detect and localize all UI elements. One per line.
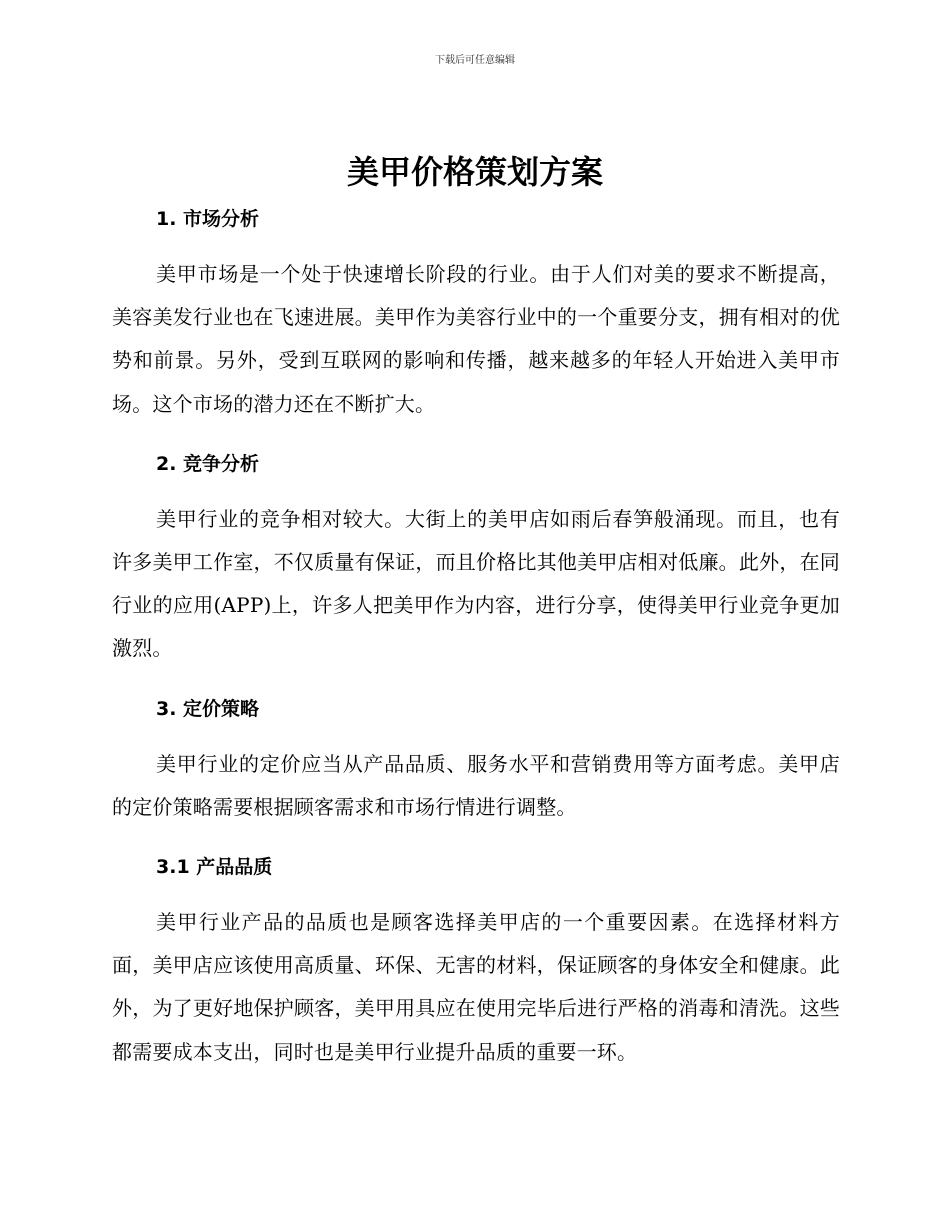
section-heading-product-quality: 3.1 产品品质 — [156, 856, 273, 879]
spacer — [112, 426, 840, 444]
paragraph-pricing-strategy: 美甲行业的定价应当从产品品质、服务水平和营销费用等方面考虑。美甲店的定价策略需要根据顾客需求和市场行情进行调整。 — [112, 751, 840, 819]
header-note: 下载后可任意编辑 — [435, 55, 515, 66]
spacer — [112, 671, 840, 689]
spacer — [112, 239, 840, 253]
paragraph-product-quality: 美甲行业产品的品质也是顾客选择美甲店的一个重要因素。在选择材料方面，美甲店应该使用高质量、环保、无害的材料，保证顾客的身体安全和健康。此外，为了更好地保护顾客，美甲用具应在使用完毕后进行严格的消毒和清洗。这些都需要成本支出，同时也是美甲行业提升品质的重要一环。 — [112, 910, 840, 1064]
spacer — [112, 829, 840, 847]
document-body — [112, 199, 840, 1074]
section-heading-pricing-strategy: 3. 定价策略 — [156, 697, 260, 720]
section-heading-competition-analysis: 2. 竞争分析 — [156, 452, 260, 475]
section-heading-market-analysis: 1. 市场分析 — [156, 208, 260, 230]
paragraph-market-analysis: 美甲市场是一个处于快速增长阶段的行业。由于人们对美的要求不断提高，美容美发行业也在飞速进展。美甲作为美容行业中的一个重要分支，拥有相对的优势和前景。另外，受到互联网的影响和传播，越来越多的年轻人开始进入美甲市场。这个市场的潜力还在不断扩大。 — [112, 262, 840, 416]
spacer — [112, 484, 840, 498]
paragraph-competition-analysis: 美甲行业的竞争相对较大。大街上的美甲店如雨后春笋般涌现。而且，也有许多美甲工作室，不仅质量有保证，而且价格比其他美甲店相对低廉。此外，在同行业的应用(APP)上，许多人把美甲作为内容，进行分享，使得美甲行业竞争更加激烈。 — [112, 506, 840, 661]
document-title: 美甲价格策划方案 — [346, 153, 603, 191]
spacer — [112, 887, 840, 901]
spacer — [112, 729, 840, 743]
